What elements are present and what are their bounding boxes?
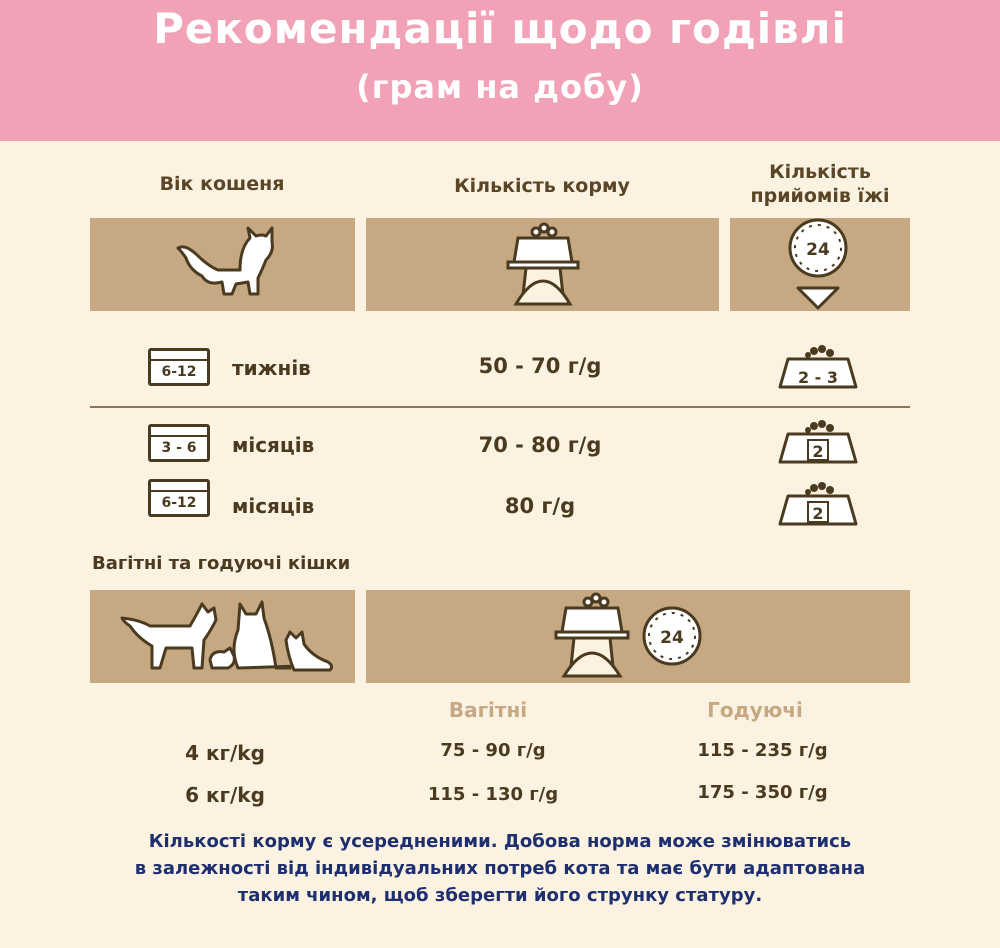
age-unit-months: місяців (232, 433, 315, 457)
pregnant-amount: 75 - 90 г/g (440, 740, 546, 761)
age-unit-months: місяців (232, 494, 315, 518)
cats-icon-band (90, 590, 355, 683)
clock-icon-band (730, 218, 910, 311)
pregnant-icon-band (366, 590, 910, 683)
column-header-meals-line2: прийомів їжі (750, 185, 890, 207)
pregnant-amount: 115 - 130 г/g (427, 784, 559, 805)
calendar-label: 6-12 (161, 364, 197, 380)
calendar-icon (148, 479, 210, 517)
food-bowl-icon (778, 482, 858, 530)
food-scale-clock-icon (366, 590, 910, 683)
footnote-line: в залежності від індивідуальних потреб кота та має бути адаптована (134, 858, 866, 879)
column-header-age: Вік кошеня (159, 173, 285, 195)
nursing-amount: 175 - 350 г/g (697, 782, 828, 803)
svg-text:2 - 3: 2 - 3 (797, 368, 839, 387)
calendar-icon (148, 424, 210, 462)
page-title: Рекомендації щодо годівлі (153, 4, 847, 53)
footnote-line: таким чином, щоб зберегти його струнку статуру. (237, 885, 763, 906)
nursing-amount: 115 - 235 г/g (697, 740, 828, 761)
food-bowl-icon (778, 420, 858, 468)
svg-text:24: 24 (660, 628, 684, 648)
svg-text:24: 24 (806, 240, 830, 260)
food-bowl-icon (778, 345, 858, 393)
calendar-label: 6-12 (161, 495, 197, 511)
pregnant-section-heading: Вагітні та годуючі кішки (92, 553, 351, 574)
amount-value: 70 - 80 г/g (478, 433, 602, 457)
svg-text:2: 2 (812, 442, 824, 461)
column-header-amount: Кількість корму (454, 175, 630, 197)
amount-value: 50 - 70 г/g (478, 354, 602, 378)
column-header-meals (730, 160, 910, 208)
calendar-icon (148, 348, 210, 386)
food-scale-icon-band (366, 218, 719, 311)
amount-value: 80 г/g (504, 494, 576, 518)
column-header-nursing: Годуючі (707, 698, 803, 722)
calendar-label: 3 - 6 (161, 440, 197, 456)
age-unit-weeks: тижнів (232, 356, 311, 380)
weight-label: 6 кг/kg (185, 783, 265, 807)
cat-family-icon (90, 590, 355, 683)
kitten-icon-band (90, 218, 355, 311)
footnote (80, 828, 920, 909)
section-divider (90, 406, 910, 408)
column-header-pregnant: Вагітні (448, 698, 528, 722)
clock-24-icon (730, 218, 910, 311)
footnote-line: Кількості корму є усередненими. Добова норма може змінюватись (148, 831, 852, 852)
svg-text:2: 2 (812, 504, 824, 523)
page-subtitle: (грам на добу) (356, 68, 644, 106)
column-header-meals-line1: Кількість (769, 161, 871, 183)
kitten-icon (90, 218, 355, 311)
food-scale-icon (366, 218, 719, 311)
weight-label: 4 кг/kg (185, 741, 265, 765)
